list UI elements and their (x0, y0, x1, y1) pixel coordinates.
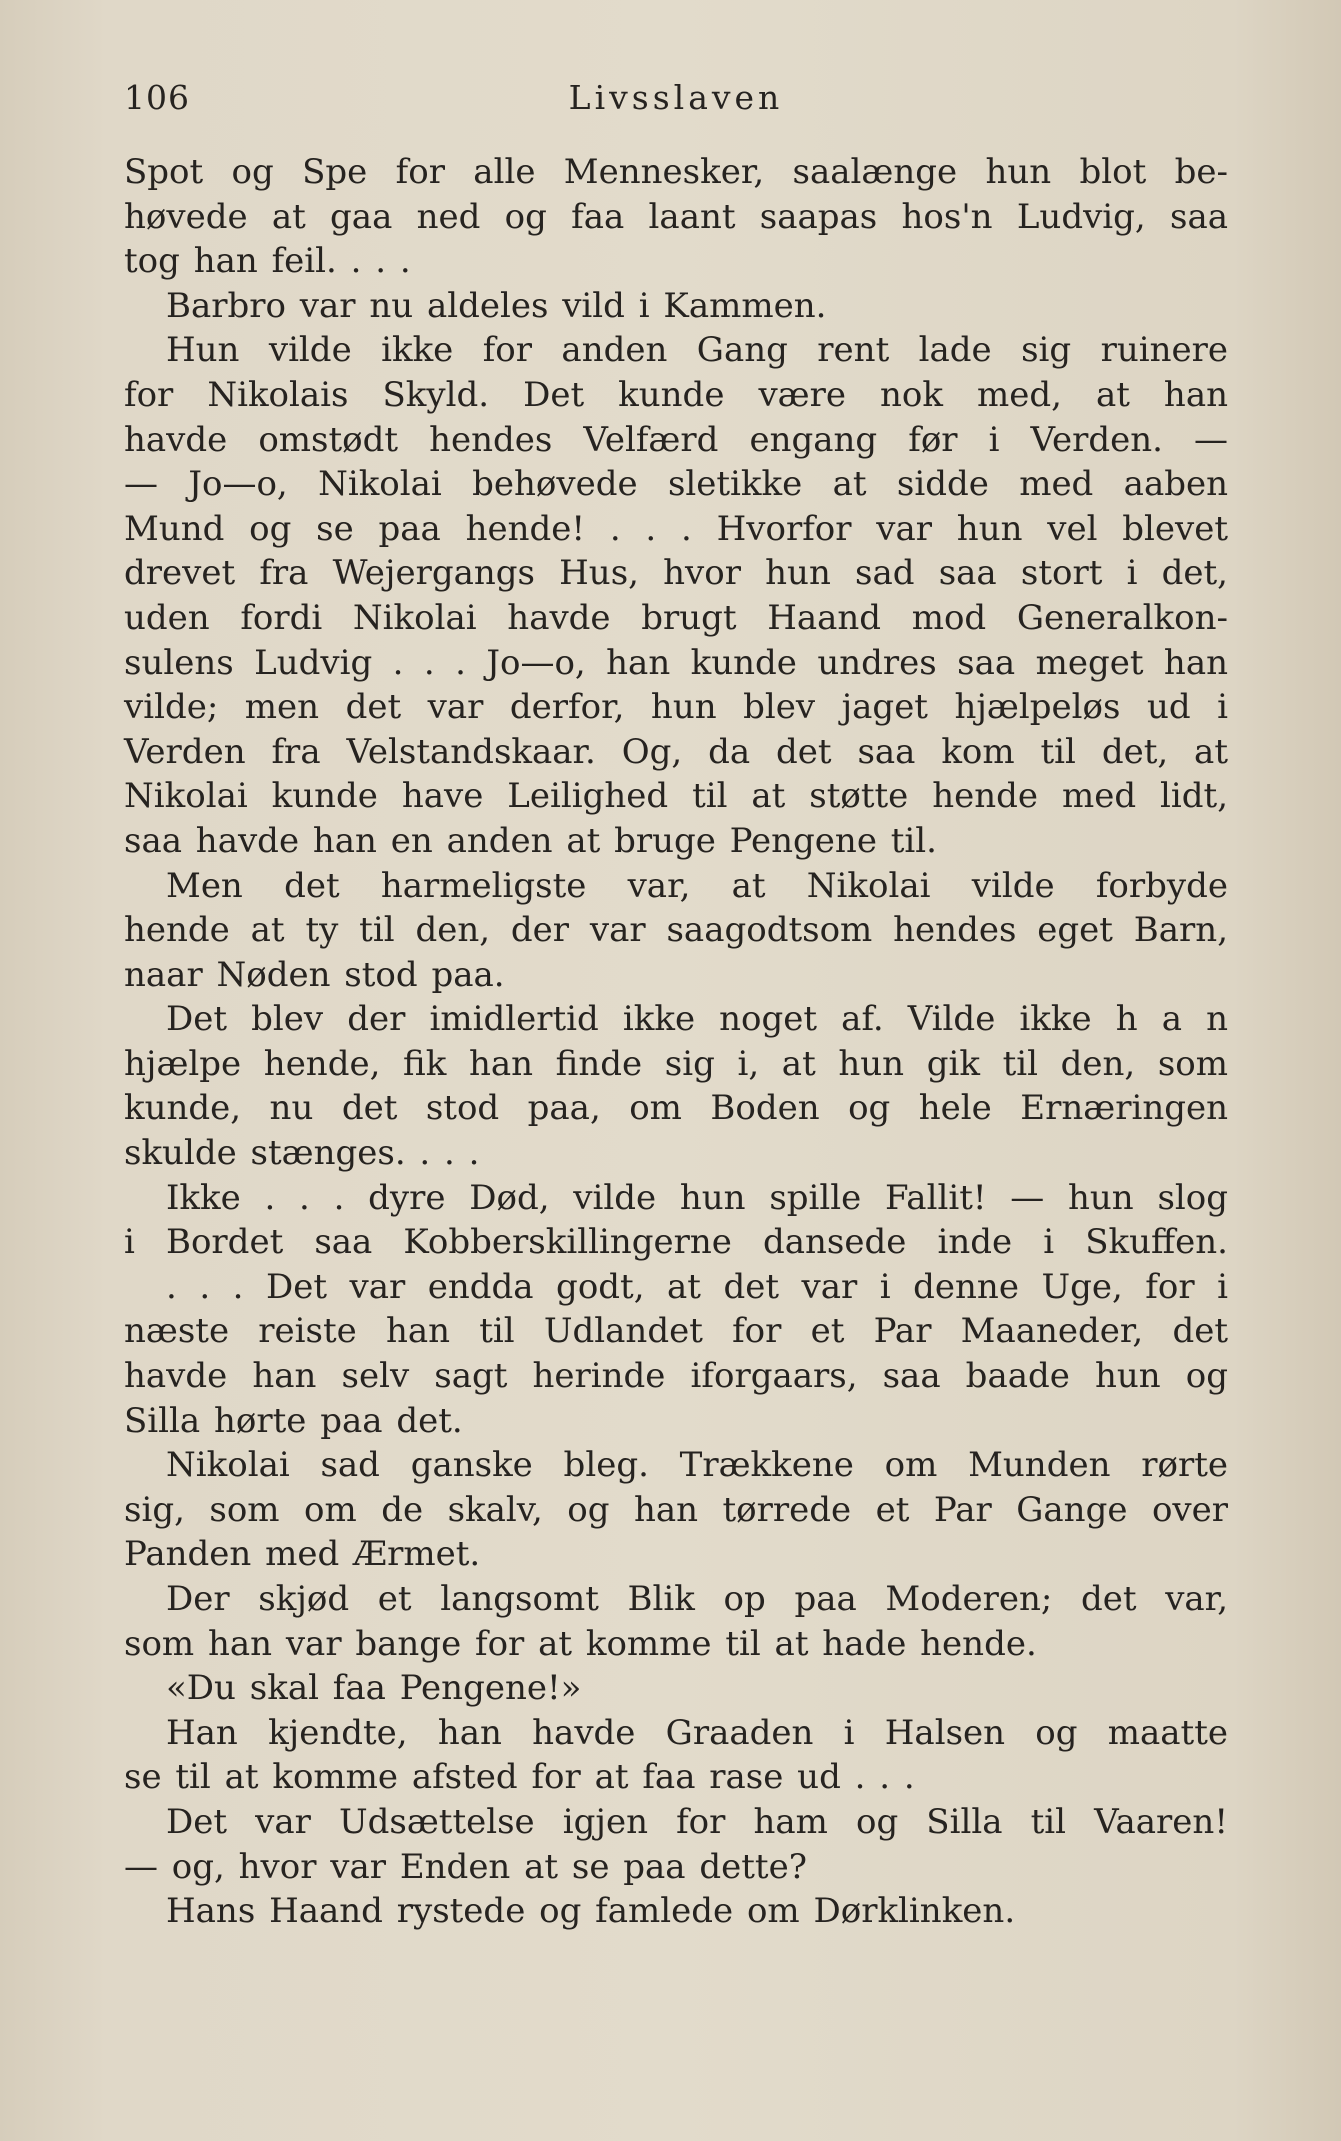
text-line: Det blev der imidlertid ikke noget af. Vilde ikke h a n (166, 999, 1228, 1040)
text-line: saa havde han en anden at bruge Pengene til. (124, 820, 937, 861)
text-line: se til at komme afsted for at faa rase ud . . . (124, 1757, 915, 1798)
text-line: Spot og Spe for alle Mennesker, saalænge hun blot be- (124, 152, 1228, 192)
text-line: Hans Haand rystede og famlede om Dørklinken. (166, 1891, 1016, 1932)
text-line: høvede at gaa ned og faa laant saapas hos'n Ludvig, saa (124, 196, 1228, 237)
text-line: hende at ty til den, der var saagodtsom hendes eget Barn, (124, 910, 1228, 951)
text-line: Nikolai kunde have Leilighed til at støtte hende med lidt, (124, 776, 1228, 817)
text-line: som han var bange for at komme til at hade hende. (124, 1623, 1037, 1664)
text-line: Mund og se paa hende! . . . Hvorfor var hun vel blevet (124, 508, 1228, 549)
running-title: Livsslaven (568, 78, 784, 117)
text-line: Verden fra Velstandskaar. Og, da det saa kom til det, at (124, 731, 1228, 772)
text-line: havde omstødt hendes Velfærd engang før i Verden. — (124, 419, 1228, 460)
text-line: i Bordet saa Kobberskillingerne dansede inde i Skuffen. (124, 1222, 1228, 1263)
text-line: naar Nøden stod paa. (124, 954, 505, 995)
text-line: havde han selv sagt herinde iforgaars, saa baade hun og (124, 1356, 1228, 1397)
text-line: Han kjendte, han havde Graaden i Halsen og maatte (166, 1712, 1228, 1753)
text-line: for Nikolais Skyld. Det kunde være nok med, at han (124, 374, 1228, 415)
text-line: vilde; men det var derfor, hun blev jaget hjælpeløs ud i (124, 687, 1228, 728)
text-line: hjælpe hende, fik han finde sig i, at hun gik til den, som (124, 1043, 1228, 1084)
page-header (124, 78, 1228, 128)
text-line: — og, hvor var Enden at se paa dette? (124, 1846, 807, 1887)
text-line: næste reiste han til Udlandet for et Par Maaneder, det (124, 1311, 1228, 1352)
text-line: Ikke . . . dyre Død, vilde hun spille Fallit! — hun slog (166, 1177, 1228, 1218)
text-line: Men det harmeligste var, at Nikolai vilde forbyde (166, 865, 1228, 906)
text-line: Barbro var nu aldeles vild i Kammen. (166, 285, 827, 326)
text-line: skulde stænges. . . . (124, 1133, 480, 1174)
text-line: Nikolai sad ganske bleg. Trækkene om Munden rørte (166, 1445, 1228, 1486)
text-line: «Du skal faa Pengene!» (166, 1668, 582, 1709)
text-line: sig, som om de skalv, og han tørrede et Par Gange over (124, 1489, 1228, 1530)
text-line: Der skjød et langsomt Blik op paa Moderen; det var, (166, 1579, 1228, 1619)
text-line: Panden med Ærmet. (124, 1534, 481, 1575)
text-line: — Jo—o, Nikolai behøvede sletikke at sidde med aaben (124, 464, 1228, 505)
text-line: kunde, nu det stod paa, om Boden og hele Ernæringen (124, 1088, 1228, 1129)
body-text (124, 150, 1228, 1934)
page-number: 106 (124, 78, 190, 117)
text-line: sulens Ludvig . . . Jo—o, han kunde undres saa meget han (124, 642, 1228, 683)
text-line: Silla hørte paa det. (124, 1400, 463, 1441)
text-line: drevet fra Wejergangs Hus, hvor hun sad saa stort i det, (124, 553, 1228, 594)
text-line: tog han feil. . . . (124, 241, 411, 282)
text-line: Hun vilde ikke for anden Gang rent lade sig ruinere (166, 330, 1228, 371)
text-line: Det var Udsættelse igjen for ham og Silla til Vaaren! (166, 1801, 1228, 1842)
text-line: . . . Det var endda godt, at det var i denne Uge, for i (166, 1266, 1228, 1307)
text-line: uden fordi Nikolai havde brugt Haand mod Generalkon- (124, 597, 1228, 638)
